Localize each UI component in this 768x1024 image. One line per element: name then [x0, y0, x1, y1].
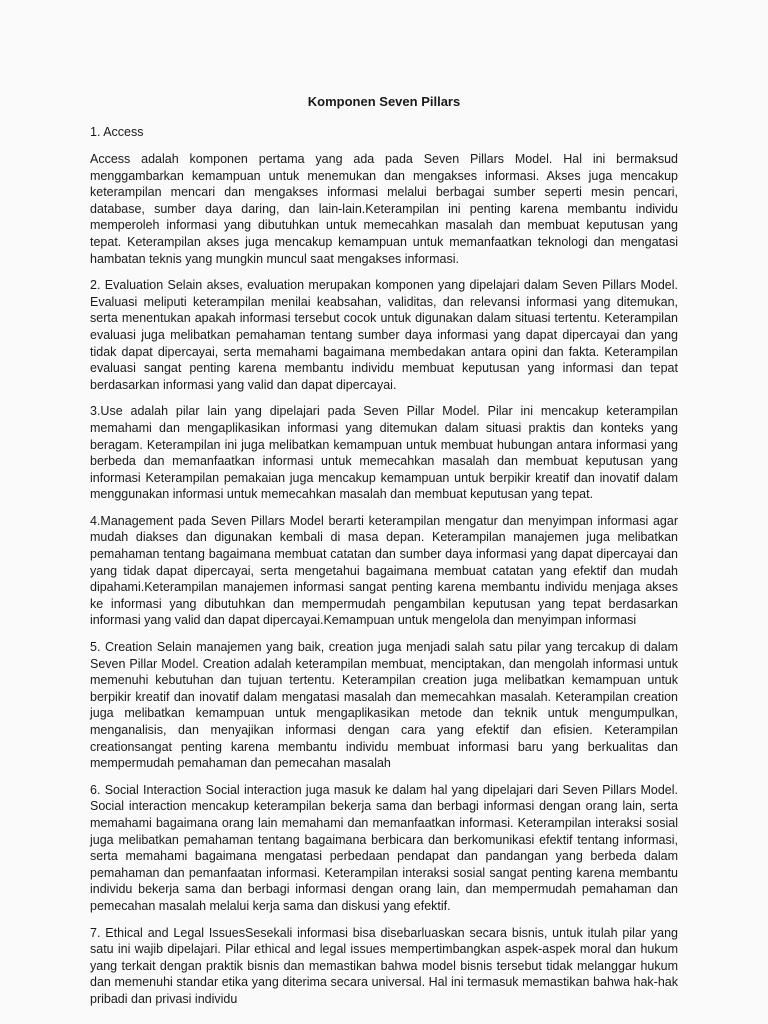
paragraph-evaluation: 2. Evaluation Selain akses, evaluation merupakan komponen yang dipelajari dalam Seven Pillars Model. Evaluasi meliputi keterampilan menilai keabsahan, validitas, dan relevansi informasi yang ditemukan, serta menentukan apakah informasi tersebut cocok untuk digunakan dalam situasi tertentu. Keterampilan evaluasi juga melibatkan pemahaman tentang sumber daya informasi yang dapat dipercayai dan yang tidak dapat dipercayai, serta memahami bagaimana membedakan antara opini dan fakta. Keterampilan evaluasi sangat penting karena membantu individu membuat keputusan yang informasi dan tepat berdasarkan informasi yang valid dan dapat dipercayai.	[90, 278, 678, 392]
paragraph-creation: 5. Creation Selain manajemen yang baik, creation juga menjadi salah satu pilar yang tercakup di dalam Seven Pillar Model. Creation adalah keterampilan membuat, menciptakan, dan mengolah informasi untuk memenuhi kebutuhan dan tujuan tertentu. Keterampilan creation juga melibatkan kemampuan untuk berpikir kreatif dan inovatif dalam mengatasi masalah dan memecahkan masalah. Keterampilan creation juga melibatkan kemampuan untuk mengaplikasikan metode dan teknik untuk mengumpulkan, menganalisis, dan menyajikan informasi dengan cara yang efektif dan efisien. Keterampilan creationsangat penting karena membantu individu membuat informasi baru yang berkualitas dan mempermudah pemahaman dan pemecahan masalah	[90, 640, 678, 771]
paragraph-access: Access adalah komponen pertama yang ada pada Seven Pillars Model. Hal ini bermaksud menggambarkan kemampuan untuk menemukan dan mengakses informasi. Akses juga mencakup keterampilan mencari dan mengakses informasi melalui berbagai sumber seperti mesin pencari, database, sumber daya daring, dan lain-lain.Keterampilan ini penting karena membantu individu memperoleh informasi yang dibutuhkan untuk memecahkan masalah dan membuat keputusan yang tepat. Keterampilan akses juga mencakup kemampuan untuk memanfaatkan teknologi dan mengatasi hambatan teknis yang mungkin muncul saat mengakses informasi.	[90, 152, 678, 266]
section-heading-access: 1. Access	[90, 125, 144, 139]
paragraph-management: 4.Management pada Seven Pillars Model berarti keterampilan mengatur dan menyimpan informasi agar mudah diakses dan digunakan kembali di masa depan. Keterampilan manajemen juga melibatkan pemahaman tentang bagaimana membuat catatan dan sumber daya informasi yang dapat dipercayai dan yang tidak dapat dipercayai, serta mengetahui bagaimana membuat catatan yang efektif dan mudah dipahami.Keterampilan manajemen informasi sangat penting karena membantu individu menjaga akses ke informasi yang dibutuhkan dan mempermudah pengambilan keputusan yang tepat berdasarkan informasi yang valid dan dapat dipercayai.Kemampuan untuk mengelola dan menyimpan informasi	[90, 513, 678, 628]
document-title: Komponen Seven Pillars	[307, 94, 461, 109]
paragraph-ethical-legal: 7. Ethical and Legal IssuesSesekali informasi bisa disebarluaskan secara bisnis, untuk itulah pilar yang satu ini wajib dipelajari. Pilar ethical and legal issues mempertimbangkan aspek-aspek moral dan hukum yang terkait dengan praktik bisnis dan memastikan bahwa model bisnis tersebut tidak melanggar hukum dan memenuhi standar etika yang diterima secara universal. Hal ini termasuk memastikan bahwa hak-hak pribadi dan privasi individu	[90, 925, 678, 1006]
paragraph-social-interaction: 6. Social Interaction Social interaction juga masuk ke dalam hal yang dipelajari dari Seven Pillars Model. Social interaction mencakup keterampilan bekerja sama dan berbagi informasi dengan orang lain, serta memahami bagaimana orang lain memahami dan memanfaatkan informasi. Keterampilan interaksi sosial juga melibatkan pemahaman tentang bagaimana berbicara dan berkomunikasi efektif tentang informasi, serta memahami bagaimana mengatasi perbedaan pendapat dan pandangan yang berbeda dalam pemahaman dan pemanfaatan informasi. Keterampilan interaksi sosial sangat penting karena membantu individu bekerja sama dan berbagi informasi dengan orang lain, dan mempermudah pemahaman dan pemecahan masalah melalui kerja sama dan diskusi yang efektif.	[90, 782, 678, 913]
paragraph-use: 3.Use adalah pilar lain yang dipelajari pada Seven Pillar Model. Pilar ini mencakup keterampilan memahami dan mengaplikasikan informasi yang ditemukan dalam situasi praktis dan konteks yang beragam. Keterampilan ini juga melibatkan kemampuan untuk membuat hubungan antara informasi yang berbeda dan memanfaatkan informasi untuk memecahkan masalah dan membuat keputusan yang informasi Keterampilan pemakaian juga mencakup kemampuan untuk berpikir kreatif dan inovatif dalam menggunakan informasi untuk memecahkan masalah dan membuat keputusan yang tepat.	[90, 404, 678, 502]
